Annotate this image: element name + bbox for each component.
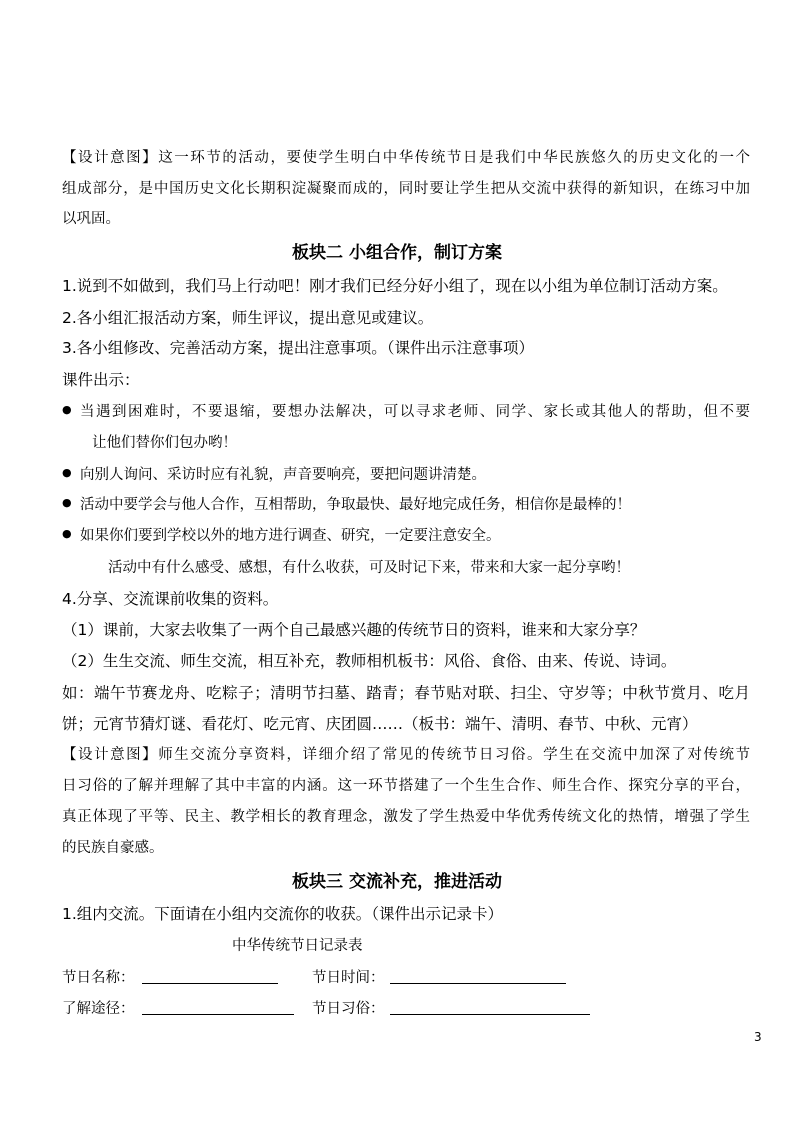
bullet-icon: ● (62, 527, 72, 540)
field-label-way: 了解途径： (62, 1001, 135, 1017)
field-line-name[interactable] (142, 983, 278, 984)
bullet-icon: ● (62, 466, 72, 479)
design-intent-2-line-3: 真正体现了平等、民主、教学相长的教育理念，激发了学生热爱中华优秀传统文化的热情，增强了学生 (62, 809, 750, 825)
section-3-heading: 板块三 交流补充，推进活动 (292, 872, 502, 892)
field-label-time: 节日时间： (312, 970, 385, 986)
field-line-custom[interactable] (390, 1014, 590, 1015)
bullet-4: 如果你们要到学校以外的地方进行调查、研究，一定要注意安全。 (80, 528, 501, 544)
section-2-item-4: 4.分享、交流课前收集的资料。 (62, 590, 279, 608)
record-table-title: 中华传统节日记录表 (232, 938, 363, 954)
bullet-3: 活动中要学会与他人合作，互相帮助，争取最快、最好地完成任务，相信你是最棒的！ (80, 497, 631, 513)
sub-item-2: （2）生生交流、师生交流，相互补充，教师相机板书：风俗、食俗、由来、传说、诗词。 (62, 652, 677, 670)
field-label-custom: 节日习俗： (312, 1001, 385, 1017)
sub-item-1: （1）课前，大家去收集了一两个自己最感兴趣的传统节日的资料，谁来和大家分享？ (62, 621, 646, 639)
example-line-2: 饼；元宵节猜灯谜、看花灯、吃元宵、庆团圆……（板书：端午、清明、春节、中秋、元宵） (62, 715, 698, 733)
design-intent-1-line-3: 以巩固。 (62, 211, 120, 227)
design-intent-1-line-2: 组成部分，是中国历史文化长期积淀凝聚而成的，同时要让学生把从交流中获得的新知识，在练习中加 (62, 181, 750, 197)
field-line-time[interactable] (390, 983, 566, 984)
section-2-item-1: 1.说到不如做到，我们马上行动吧！刚才我们已经分好小组了，现在以小组为单位制订活动方案。 (62, 277, 728, 295)
design-intent-2-line-1: 【设计意图】师生交流分享资料，详细介绍了常见的传统节日习俗。学生在交流中加深了对传统节 (62, 747, 750, 763)
courseware-label: 课件出示： (62, 371, 140, 389)
bullet-1-line-1: 当遇到困难时，不要退缩，要想办法解决，可以寻求老师、同学、家长或其他人的帮助，但不要 (80, 404, 750, 420)
design-intent-2-line-2: 日习俗的了解并理解了其中丰富的内涵。这一环节搭建了一个生生合作、师生合作、探究分享的平台， (62, 778, 750, 794)
field-label-name: 节日名称： (62, 970, 135, 986)
design-intent-2-line-4: 的民族自豪感。 (62, 840, 164, 856)
page-number: 3 (754, 1030, 762, 1044)
bullet-icon: ● (62, 403, 72, 416)
section-3-item-1: 1.组内交流。下面请在小组内交流你的收获。（课件出示记录卡） (62, 905, 504, 923)
example-line-1: 如：端午节赛龙舟、吃粽子；清明节扫墓、踏青；春节贴对联、扫尘、守岁等；中秋节赏月、吃月 (62, 684, 750, 702)
section-2-heading: 板块二 小组合作，制订方案 (292, 243, 502, 263)
closing-note: 活动中有什么感受、感想，有什么收获，可及时记下来，带来和大家一起分享哟！ (108, 560, 630, 576)
bullet-2: 向别人询问、采访时应有礼貌，声音要响亮，要把问题讲清楚。 (80, 467, 486, 483)
bullet-icon: ● (62, 496, 72, 509)
design-intent-1-line-1: 【设计意图】这一环节的活动，要使学生明白中华传统节日是我们中华民族悠久的历史文化的一个 (62, 150, 750, 166)
section-2-item-2: 2.各小组汇报活动方案，师生评议，提出意见或建议。 (62, 309, 434, 327)
field-line-way[interactable] (142, 1014, 294, 1015)
bullet-1-line-2: 让他们替你们包办哟！ (92, 435, 237, 451)
section-2-item-3: 3.各小组修改、完善活动方案，提出注意事项。（课件出示注意事项） (62, 339, 535, 357)
